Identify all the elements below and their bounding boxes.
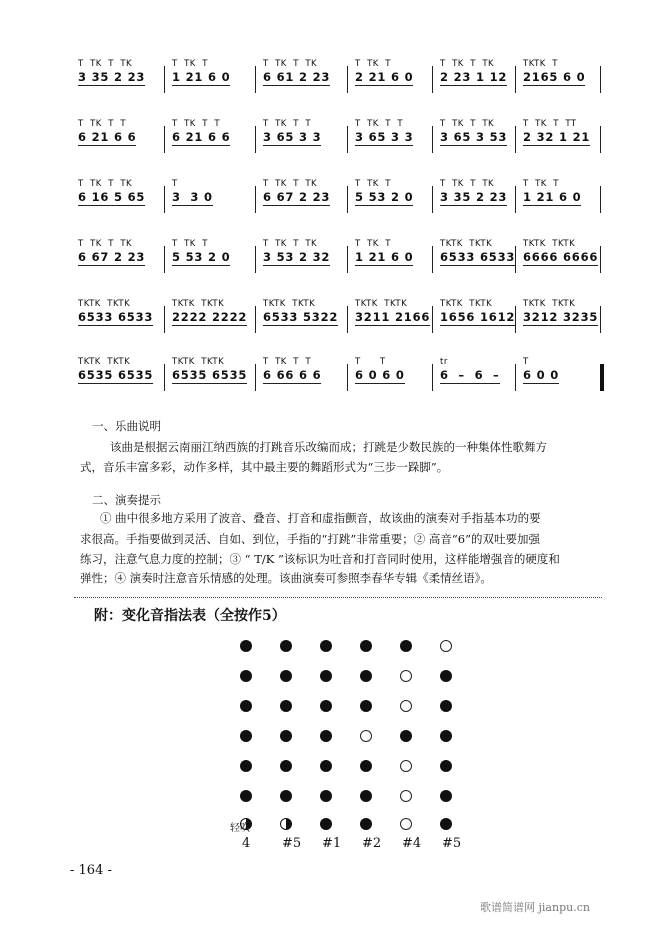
score-row: [74, 118, 602, 162]
fingering-note-label: #2: [362, 836, 382, 851]
score-row: [74, 238, 602, 282]
score-measure: [440, 298, 515, 326]
barline: [164, 306, 165, 333]
appendix-title: 附：变化音指法表（全按作5）: [94, 608, 286, 624]
page-number: - 164 -: [70, 863, 112, 878]
score-measure: [523, 118, 590, 146]
barline: [347, 186, 348, 213]
measure-notes: 2 23 1 12: [440, 70, 508, 84]
measure-notes: 3212 3235: [523, 310, 599, 324]
measure-notes: 3 35 2 23: [78, 70, 146, 84]
finger-hole-full: [400, 640, 412, 652]
finger-hole-open: [400, 818, 412, 830]
technique-marks: T TK T: [172, 59, 208, 69]
measure-notes: 6533 6533: [78, 310, 154, 324]
barline: [347, 66, 348, 93]
score-measure: [78, 238, 145, 266]
barline: [600, 246, 601, 273]
measure-notes: 1 21 6 0: [523, 190, 582, 204]
barline: [347, 246, 348, 273]
final-barline: [600, 364, 604, 391]
fingering-note-label: 4: [242, 836, 251, 851]
measure-notes: 3 65 3 3: [355, 130, 414, 144]
section1-heading: 一、乐曲说明: [92, 419, 161, 433]
fingering-note-label: #5: [442, 836, 462, 851]
technique-marks: T TK T T: [263, 119, 312, 129]
barline: [164, 364, 165, 391]
barline: [432, 66, 433, 93]
score-measure: [78, 298, 153, 326]
barline: [432, 186, 433, 213]
section1-line2: 式，音乐丰富多彩，动作多样，其中最主要的舞蹈形式为“三步一跺脚”。: [80, 460, 449, 474]
measure-notes: 6535 6535: [172, 368, 248, 382]
technique-marks: T TK T TK: [440, 59, 495, 69]
score-measure: [440, 238, 515, 266]
score-measure: [523, 58, 585, 86]
barline: [347, 126, 348, 153]
barline: [600, 186, 601, 213]
measure-notes: 2 32 1 21: [523, 130, 591, 144]
section1-line1: 该曲是根据云南丽江纳西族的打跳音乐改编而成；打跳是少数民族的一种集体性歌舞方: [110, 440, 547, 454]
score-measure: [355, 58, 413, 86]
measure-notes: 6 – 6 –: [440, 368, 500, 382]
fingering-chart: [228, 632, 468, 851]
finger-hole-full: [280, 700, 292, 712]
technique-marks: TKTK TKTK: [78, 357, 131, 367]
measure-notes: 5 53 2 0: [172, 250, 231, 264]
technique-marks: TKTK TKTK: [78, 299, 131, 309]
measure-notes: 6 21 6 6: [78, 130, 137, 144]
finger-hole-open: [440, 640, 452, 652]
measure-notes: 3 3 0: [172, 190, 213, 204]
barline: [600, 126, 601, 153]
finger-hole-full: [240, 670, 252, 682]
section2-line4: 弹性；④ 演奏时注意音乐情感的处理。该曲演奏可参照李春华专辑《柔情丝语》。: [80, 571, 492, 585]
score-measure: [263, 356, 321, 384]
technique-marks: T TK T: [172, 239, 208, 249]
finger-hole-full: [320, 670, 332, 682]
finger-hole-full: [320, 730, 332, 742]
technique-marks: T TK T TT: [523, 119, 577, 129]
finger-hole-open: [400, 670, 412, 682]
measure-notes: 5 53 2 0: [355, 190, 414, 204]
finger-hole-full: [280, 760, 292, 772]
score-measure: [78, 178, 145, 206]
finger-hole-full: [280, 670, 292, 682]
score-measure: [263, 298, 338, 326]
barline: [255, 186, 256, 213]
score-measure: [355, 238, 413, 266]
finger-hole-full: [320, 700, 332, 712]
technique-marks: TKTK TKTK: [440, 299, 493, 309]
finger-hole-full: [360, 790, 372, 802]
technique-marks: T TK T TK: [263, 239, 318, 249]
fingering-note-label: #4: [402, 836, 422, 851]
measure-notes: 2165 6 0: [523, 70, 586, 84]
finger-hole-full: [360, 640, 372, 652]
measure-notes: 6 0 0: [523, 368, 560, 382]
score-measure: [440, 178, 507, 206]
measure-notes: 2222 2222: [172, 310, 248, 324]
score-measure: [172, 238, 230, 266]
technique-marks: T TK T T: [78, 119, 127, 129]
measure-notes: 6 67 2 23: [263, 190, 331, 204]
measure-notes: 3 65 3 53: [440, 130, 508, 144]
technique-marks: TKTK TKTK: [263, 299, 316, 309]
measure-notes: 3 35 2 23: [440, 190, 508, 204]
barline: [255, 306, 256, 333]
barline: [347, 364, 348, 391]
measure-notes: 6 0 6 0: [355, 368, 405, 382]
barline: [515, 186, 516, 213]
finger-hole-full: [240, 730, 252, 742]
measure-notes: 6 67 2 23: [78, 250, 146, 264]
barline: [515, 306, 516, 333]
appendix-note: 轻吹: [230, 823, 250, 834]
measure-notes: 6533 6533: [440, 250, 516, 264]
barline: [164, 126, 165, 153]
measure-notes: 1 21 6 0: [355, 250, 414, 264]
finger-hole-full: [320, 818, 332, 830]
finger-hole-full: [360, 700, 372, 712]
measure-notes: 6 21 6 6: [172, 130, 231, 144]
barline: [515, 66, 516, 93]
measure-notes: 6666 6666: [523, 250, 599, 264]
measure-notes: 1 21 6 0: [172, 70, 231, 84]
score-measure: [440, 118, 507, 146]
technique-marks: T TK T T: [355, 119, 404, 129]
technique-marks: T TK T TK: [78, 179, 133, 189]
score-row: [74, 356, 602, 400]
measure-notes: 6 66 6 6: [263, 368, 322, 382]
barline: [515, 126, 516, 153]
dotted-separator: [74, 597, 602, 598]
section2-line2: 求很高。手指要做到灵活、自如、到位，手指的“打跳”非常重要；② 高音“6”的双吐要加强: [80, 532, 540, 546]
fingering-note-label: #5: [282, 836, 302, 851]
finger-hole-full: [320, 640, 332, 652]
barline: [164, 246, 165, 273]
technique-marks: TKTK T: [523, 59, 558, 69]
finger-hole-full: [360, 760, 372, 772]
finger-hole-full: [360, 818, 372, 830]
barline: [600, 66, 601, 93]
score-measure: [172, 298, 247, 326]
measure-notes: 3 65 3 3: [263, 130, 322, 144]
section2-line1: ① 曲中很多地方采用了波音、叠音、打音和虚指颤音，故该曲的演奏对手指基本功的要: [100, 511, 541, 525]
score-measure: [78, 356, 153, 384]
technique-marks: T TK T T: [172, 119, 221, 129]
section2-heading: 二、演奏提示: [92, 493, 161, 507]
technique-marks: T TK T: [355, 59, 391, 69]
score-measure: [263, 178, 330, 206]
finger-hole-full: [240, 760, 252, 772]
technique-marks: T TK T T: [263, 357, 312, 367]
score-measure: [172, 58, 230, 86]
score-measure: [523, 356, 559, 384]
barline: [600, 306, 601, 333]
barline: [432, 246, 433, 273]
finger-hole-full: [440, 730, 452, 742]
barline: [255, 364, 256, 391]
technique-marks: T TK T TK: [263, 179, 318, 189]
watermark: 歌谱简谱网 jianpu.cn: [480, 901, 590, 914]
finger-hole-full: [240, 640, 252, 652]
score-measure: [172, 178, 213, 206]
barline: [255, 126, 256, 153]
score-measure: [440, 356, 500, 384]
technique-marks: T: [523, 357, 529, 367]
score-measure: [523, 178, 581, 206]
score-row: [74, 58, 602, 102]
score-measure: [172, 118, 230, 146]
finger-hole-full: [240, 700, 252, 712]
finger-hole-full: [440, 818, 452, 830]
technique-marks: TKTK TKTK: [172, 299, 225, 309]
technique-marks: TKTK TKTK: [523, 299, 576, 309]
technique-marks: T TK T TK: [78, 239, 133, 249]
score-measure: [440, 58, 507, 86]
technique-marks: T TK T TK: [78, 59, 133, 69]
finger-hole-full: [320, 760, 332, 772]
finger-hole-full: [280, 640, 292, 652]
barline: [164, 66, 165, 93]
finger-hole-full: [240, 790, 252, 802]
finger-hole-half: [280, 818, 292, 830]
finger-hole-open: [400, 700, 412, 712]
technique-marks: tr: [440, 357, 448, 367]
finger-hole-open: [400, 790, 412, 802]
technique-marks: T T: [355, 357, 386, 367]
technique-marks: T TK T: [355, 239, 391, 249]
measure-notes: 3 53 2 32: [263, 250, 331, 264]
score-row: [74, 298, 602, 342]
measure-notes: 6535 6535: [78, 368, 154, 382]
finger-hole-full: [280, 730, 292, 742]
technique-marks: T TK T TK: [440, 119, 495, 129]
technique-marks: T TK T TK: [440, 179, 495, 189]
barline: [515, 246, 516, 273]
finger-hole-full: [360, 670, 372, 682]
score-measure: [355, 298, 430, 326]
barline: [164, 186, 165, 213]
technique-marks: TKTK TKTK: [440, 239, 493, 249]
score-measure: [355, 178, 413, 206]
finger-hole-full: [400, 730, 412, 742]
barline: [255, 66, 256, 93]
score-measure: [355, 118, 413, 146]
barline: [432, 306, 433, 333]
section2-line3: 练习，注意气息力度的控制；③ “ T/K ”该标识为吐音和打音同时使用，这样能增强音的硬度和: [80, 552, 560, 566]
barline: [347, 306, 348, 333]
score-measure: [172, 356, 247, 384]
technique-marks: T: [172, 179, 178, 189]
fingering-note-label: #1: [322, 836, 342, 851]
measure-notes: 1656 1612: [440, 310, 516, 324]
barline: [255, 246, 256, 273]
score-measure: [263, 118, 321, 146]
finger-hole-open: [360, 730, 372, 742]
barline: [432, 364, 433, 391]
score-measure: [523, 238, 598, 266]
technique-marks: TKTK TKTK: [172, 357, 225, 367]
finger-hole-full: [440, 760, 452, 772]
measure-notes: 3211 2166: [355, 310, 431, 324]
finger-hole-full: [440, 670, 452, 682]
technique-marks: T TK T: [355, 179, 391, 189]
technique-marks: T TK T TK: [263, 59, 318, 69]
score-measure: [263, 58, 330, 86]
finger-hole-full: [280, 790, 292, 802]
score-measure: [78, 58, 145, 86]
measure-notes: 6 16 5 65: [78, 190, 146, 204]
measure-notes: 2 21 6 0: [355, 70, 414, 84]
score-measure: [263, 238, 330, 266]
measure-notes: 6533 5322: [263, 310, 339, 324]
finger-hole-full: [440, 790, 452, 802]
technique-marks: TKTK TKTK: [523, 239, 576, 249]
finger-hole-full: [440, 700, 452, 712]
score-measure: [355, 356, 405, 384]
barline: [432, 126, 433, 153]
finger-hole-full: [320, 790, 332, 802]
finger-hole-open: [400, 760, 412, 772]
technique-marks: T TK T: [523, 179, 559, 189]
barline: [515, 364, 516, 391]
measure-notes: 6 61 2 23: [263, 70, 331, 84]
technique-marks: TKTK TKTK: [355, 299, 408, 309]
score-row: [74, 178, 602, 222]
score-measure: [78, 118, 136, 146]
score-measure: [523, 298, 598, 326]
